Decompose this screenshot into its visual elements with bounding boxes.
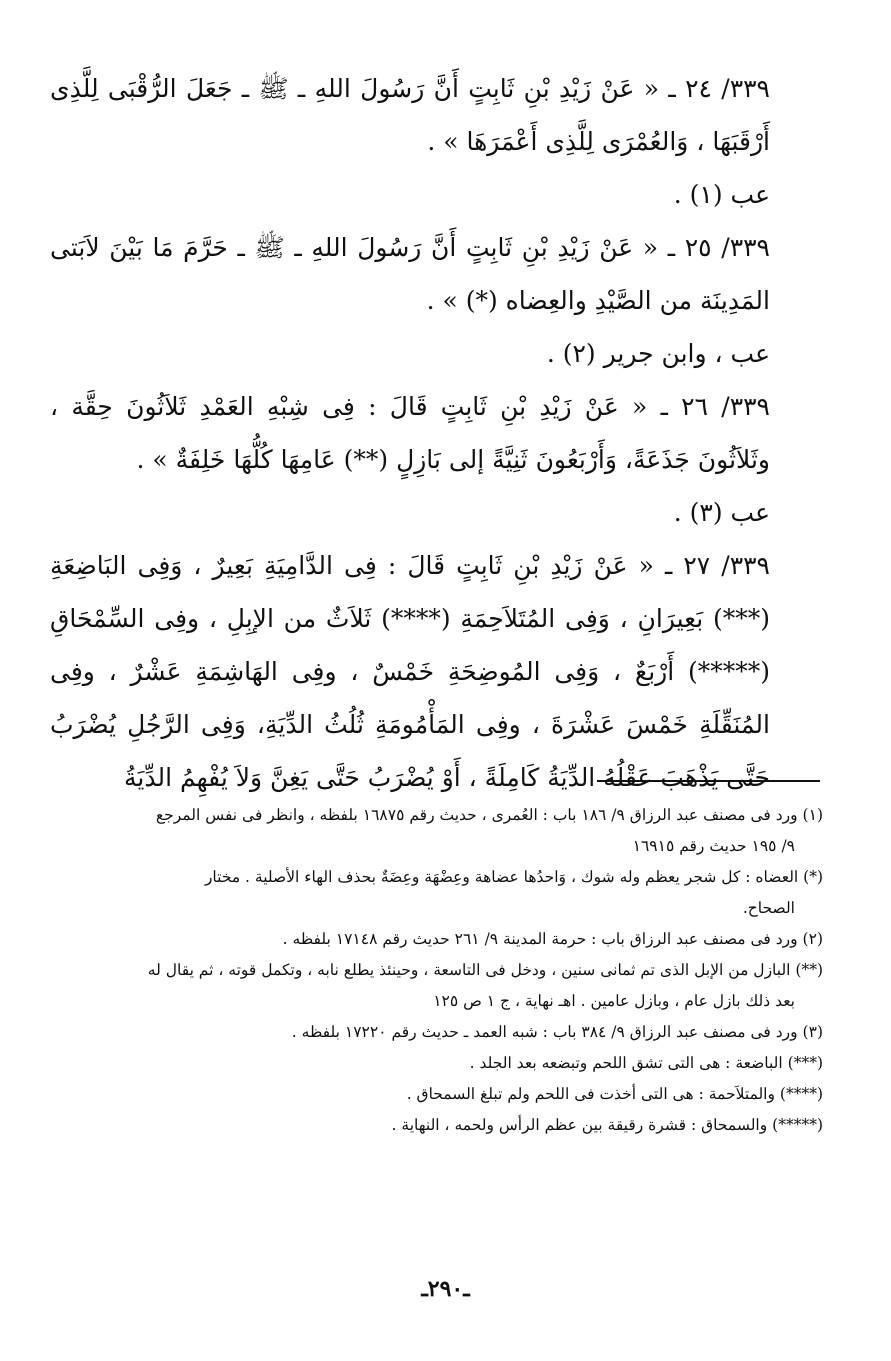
hadith-27: ٣٣٩/ ٢٧ ـ « عَنْ زَيْدِ بْنِ ثَابِتٍ قَالَ : فِى الدَّامِيَةِ بَعِيرٌ ، وَفِى البَاضِعَةِ (***) بَعِيرَانِ ، وَفِى المُتَلاَحِمَةِ (****) ثَلاَثٌ من الإبِلِ ، وفِى السِّمْحَاقِ (*****) أَرْبَعٌ ، وَفِى المُوضِحَةِ خَمْسٌ ، وفِى الهَاشِمَةِ عَشْرٌ ، وفِى المُنَقِّلَةِ خَمْسَ عَشْرَةَ ، وفِى المَأْمُومَةِ ثُلُثُ الدِّيَةِ، وَفِى الرَّجُلِ يُضْرَبُ حَتَّى يَذْهَبَ عَقْلُهُ الدِّيَةُ كَامِلَةً ، أَوْ يُضْرَبُ حَتَّى يَغِنَّ وَلاَ يُفْهِمُ الدِّيَةُ <box>50 551 770 792</box>
footnote-star-5: (*****) والسمحاق : قشرة رقيقة بين عظم الرأس ولحمه ، النهاية . <box>391 1116 823 1134</box>
footnote-2: (٢) ورد فى مصنف عبد الرزاق باب : حرمة المدينة ٩/ ٢٦١ حديث رقم ١٧١٤٨ بلفظه . <box>282 930 823 948</box>
footnote-1: (١) ورد فى مصنف عبد الرزاق ٩/ ١٨٦ باب : العُمرى ، حديث رقم ١٦٨٧٥ بلفظه ، وانظر فى نفس المرجع <box>155 806 823 824</box>
footnote-divider <box>597 780 820 782</box>
footnote-star-2: (**) البازل من الإبل الذى تم ثمانى سنين ، ودخل فى التاسعة ، وحينئذ يطلع نابه ، وتكمل قوته ، ثم يقال له <box>147 961 823 979</box>
hadith-24-source: عب (١) . <box>673 180 770 209</box>
page-number: ـ٢٩٠ـ <box>421 1276 470 1302</box>
hadith-25-source: عب ، وابن جرير (٢) . <box>546 339 770 368</box>
hadith-26-source: عب (٣) . <box>673 498 770 527</box>
footnote-star-1-cont: الصحاح. <box>742 899 795 917</box>
footnote-1-cont: ٩/ ١٩٥ حديث رقم ١٦٩١٥ <box>632 837 795 855</box>
footnote-star-3: (***) الباضعة : هى التى تشق اللحم وتبضعه بعد الجلد . <box>469 1054 823 1072</box>
hadith-26: ٣٣٩/ ٢٦ ـ « عَنْ زَيْدِ بْنِ ثَابِتٍ قَالَ : فِى شِبْهِ العَمْدِ ثَلاَثُونَ حِقَّة ، وثَلاَثُونَ جَذَعَةً، وَأَرْبَعُونَ ثَنِيَّةً إلى بَازِلٍ (**) عَامِهَا كُلُّهَا خَلِفَةٌ » . <box>50 392 770 474</box>
footnote-star-4: (****) والمتلاَحمة : هى التى أخذت فى اللحم ولم تبلغ السمحاق . <box>406 1085 823 1103</box>
footnote-3: (٣) ورد فى مصنف عبد الرزاق ٩/ ٣٨٤ باب : شبه العمد ـ حديث رقم ١٧٢٢٠ بلفظه . <box>291 1023 823 1041</box>
main-text <box>50 62 770 804</box>
footnote-star-1: (*) العضاه : كل شجر يعظم وله شوك ، وَاحدُها عضاهة وعِضْهَة وعِضَةٌ بحذف الهاء الأصلية . مختار <box>204 868 823 886</box>
footnote-star-2-cont: بعد ذلك بازل عام ، وبازل عامين . اهـ نهاية ، ج ١ ص ١٢٥ <box>433 992 795 1010</box>
footnotes <box>48 800 823 1141</box>
hadith-25: ٣٣٩/ ٢٥ ـ « عَنْ زَيْدِ بْنِ ثَابِتٍ أَنَّ رَسُولَ اللهِ ـ ﷺ ـ حَرَّمَ مَا بَيْنَ لاَبَتى المَدِينَة من الصَّيْدِ والعِضاه (*) » . <box>50 233 770 315</box>
hadith-24: ٣٣٩/ ٢٤ ـ « عَنْ زَيْدِ بْنِ ثَابِتٍ أَنَّ رَسُولَ اللهِ ـ ﷺ ـ جَعَلَ الرُّقْبَى لِلَّذِى أَرْقَبَهَا ، وَالعُمْرَى لِلَّذِى أَعْمَرَهَا » . <box>50 74 770 156</box>
